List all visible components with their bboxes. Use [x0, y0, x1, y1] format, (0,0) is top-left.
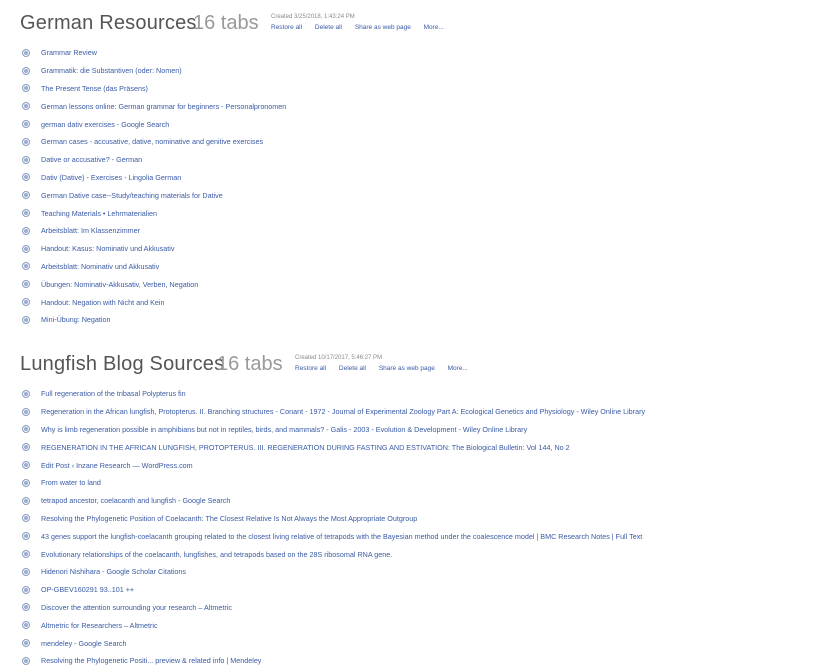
tab-title-link[interactable]: Edit Post ‹ Inzane Research — WordPress.com	[41, 460, 193, 470]
tab-title-link[interactable]: Hidenori Nishihara - Google Scholar Citations	[41, 567, 187, 577]
favicon-icon	[22, 262, 30, 270]
group-meta	[271, 13, 455, 32]
favicon-icon	[22, 550, 30, 558]
delete-all-link[interactable]: Delete all	[338, 365, 366, 372]
favicon-icon	[22, 120, 30, 128]
tab-title-link[interactable]: German Dative case--Study/teaching materials for Dative	[41, 190, 223, 200]
tab-title-link[interactable]: Regeneration in the African lungfish, Protopterus. II. Branching structures - Conant - 1972 - Journal of Experimental Zoology Part A: Ecological Genetics and Physiology - Wiley Online Library	[41, 407, 646, 417]
tab-title-link[interactable]: 43 genes support the lungfish-coelacanth grouping related to the closest living relative of tetrapods with the Bayesian method under the coalescence model | BMC Research Notes | Full Text	[41, 531, 643, 541]
tab-title-link[interactable]: Arbeitsblatt: Nominativ und Akkusativ	[41, 261, 160, 271]
tab-title-link[interactable]: mendeley - Google Search	[41, 638, 127, 648]
favicon-icon	[22, 568, 30, 576]
tab-item[interactable]	[0, 634, 839, 652]
favicon-icon	[22, 138, 30, 146]
favicon-icon	[22, 84, 30, 92]
favicon-icon	[22, 191, 30, 199]
tab-item[interactable]	[0, 616, 839, 634]
tab-title-link[interactable]: Altmetric for Researchers – Altmetric	[41, 620, 158, 630]
tab-title-link[interactable]: Discover the attention surrounding your research – Altmetric	[41, 602, 232, 612]
group-title[interactable]: Lungfish Blog Sources	[20, 353, 225, 375]
tab-item[interactable]	[0, 474, 839, 492]
tab-title-link[interactable]: Resolving the Phylogenetic Positi... preview & related info | Mendeley	[41, 656, 262, 666]
group-header	[0, 4, 839, 44]
tab-group-lungfish-blog-sources	[0, 345, 839, 670]
group-actions	[295, 364, 479, 373]
created-timestamp: Created 3/25/2018, 1:43:24 PM	[271, 14, 355, 20]
tab-item[interactable]	[0, 599, 839, 617]
favicon-icon	[22, 156, 30, 164]
favicon-icon	[22, 316, 30, 324]
tab-title-link[interactable]: Mini-Übung: Negation	[41, 315, 111, 325]
favicon-icon	[22, 586, 30, 594]
favicon-icon	[22, 514, 30, 522]
favicon-icon	[22, 657, 30, 665]
tab-title-link[interactable]: Why is limb regeneration possible in amphibians but not in reptiles, birds, and mammals? - Galis - 2003 - Evolution & Development - Wiley Online Library	[41, 424, 528, 434]
tab-title-link[interactable]: Evolutionary relationships of the coelacanth, lungfishes, and tetrapods based on the 28S ribosomal RNA gene.	[41, 549, 393, 559]
group-header	[0, 345, 839, 385]
tab-count: 16 tabs	[217, 353, 283, 375]
favicon-icon	[22, 443, 30, 451]
tab-title-link[interactable]: Resolving the Phylogenetic Position of Coelacanth: The Closest Relative Is Not Always the Most Appropriate Outgroup	[41, 513, 418, 523]
tab-item[interactable]	[0, 385, 839, 403]
favicon-icon	[22, 408, 30, 416]
tab-item[interactable]	[0, 293, 839, 311]
tab-title-link[interactable]: Arbeitsblatt: Im Klassenzimmer	[41, 226, 141, 236]
favicon-icon	[22, 173, 30, 181]
group-meta	[295, 354, 479, 373]
tab-item[interactable]	[0, 311, 839, 329]
tab-title-link[interactable]: Handout: Negation with Nicht and Kein	[41, 297, 165, 307]
favicon-icon	[22, 67, 30, 75]
tab-item[interactable]	[0, 438, 839, 456]
tab-title-link[interactable]: Grammar Review	[41, 48, 97, 58]
restore-all-link[interactable]: Restore all	[295, 365, 327, 372]
share-web-page-link[interactable]: Share as web page	[378, 365, 435, 372]
tab-item[interactable]	[0, 510, 839, 528]
tab-title-link[interactable]: Teaching Materials • Lehrmaterialien	[41, 208, 157, 218]
tab-item[interactable]	[0, 258, 839, 276]
favicon-icon	[22, 298, 30, 306]
tab-item[interactable]	[0, 115, 839, 133]
favicon-icon	[22, 479, 30, 487]
tab-list	[0, 44, 839, 329]
tab-count: 16 tabs	[193, 12, 259, 34]
favicon-icon	[22, 390, 30, 398]
tab-item[interactable]	[0, 186, 839, 204]
tab-title-link[interactable]: Handout: Kasus: Nominativ und Akkusativ	[41, 244, 175, 254]
delete-all-link[interactable]: Delete all	[314, 24, 342, 31]
tab-title-link[interactable]: REGENERATION IN THE AFRICAN LUNGFISH, PROTOPTERUS. III. REGENERATION DURING FASTING AND ESTIVATION: The Biological Bulletin: Vol 144, No 2	[41, 442, 570, 452]
share-web-page-link[interactable]: Share as web page	[354, 24, 411, 31]
favicon-icon	[22, 425, 30, 433]
favicon-icon	[22, 639, 30, 647]
tab-item[interactable]	[0, 527, 839, 545]
tab-title-link[interactable]: german dativ exercises - Google Search	[41, 119, 170, 129]
tab-title-link[interactable]: From water to land	[41, 478, 101, 488]
favicon-icon	[22, 461, 30, 469]
tab-item[interactable]	[0, 62, 839, 80]
tab-item[interactable]	[0, 492, 839, 510]
more-link[interactable]: More...	[447, 365, 468, 372]
tab-item[interactable]	[0, 97, 839, 115]
tab-item[interactable]	[0, 545, 839, 563]
tab-title-link[interactable]: The Present Tense (das Präsens)	[41, 83, 148, 93]
group-actions	[271, 23, 455, 32]
tab-item[interactable]	[0, 222, 839, 240]
favicon-icon	[22, 497, 30, 505]
tab-title-link[interactable]: Dative or accusative? - German	[41, 155, 143, 165]
favicon-icon	[22, 49, 30, 57]
group-title[interactable]: German Resources	[20, 12, 197, 34]
tab-title-link[interactable]: Full regeneration of the tribasal Polypterus fin	[41, 389, 186, 399]
tab-item[interactable]	[0, 403, 839, 421]
favicon-icon	[22, 280, 30, 288]
tab-item[interactable]	[0, 456, 839, 474]
created-timestamp: Created 10/17/2017, 5:46:27 PM	[295, 355, 383, 361]
tab-item[interactable]	[0, 563, 839, 581]
restore-all-link[interactable]: Restore all	[271, 24, 303, 31]
tab-title-link[interactable]: tetrapod ancestor, coelacanth and lungfish - Google Search	[41, 496, 231, 506]
tab-item[interactable]	[0, 204, 839, 222]
tab-title-link[interactable]: OP-GBEV160291 93..101 ++	[41, 585, 135, 595]
tab-title-link[interactable]: German lessons online: German grammar for beginners - Personalpronomen	[41, 101, 287, 111]
tab-item[interactable]	[0, 169, 839, 187]
tab-item[interactable]	[0, 581, 839, 599]
favicon-icon	[22, 532, 30, 540]
tab-item[interactable]	[0, 240, 839, 258]
tab-list	[0, 385, 839, 670]
tab-group-german-resources	[0, 4, 839, 329]
more-link[interactable]: More...	[423, 24, 444, 31]
tab-item[interactable]	[0, 275, 839, 293]
tab-item[interactable]	[0, 80, 839, 98]
tab-title-link[interactable]: German cases - accusative, dative, nominative and genitive exercises	[41, 137, 264, 147]
tab-item[interactable]	[0, 133, 839, 151]
favicon-icon	[22, 621, 30, 629]
tab-item[interactable]	[0, 652, 839, 670]
tab-title-link[interactable]: Dativ (Dative) - Exercises - Lingolia German	[41, 172, 182, 182]
favicon-icon	[22, 227, 30, 235]
favicon-icon	[22, 209, 30, 217]
tab-title-link[interactable]: Grammatik: die Substantiven (oder: Nomen)	[41, 66, 182, 76]
tab-item[interactable]	[0, 44, 839, 62]
tab-item[interactable]	[0, 421, 839, 439]
favicon-icon	[22, 245, 30, 253]
favicon-icon	[22, 102, 30, 110]
favicon-icon	[22, 603, 30, 611]
tab-title-link[interactable]: Übungen: Nominativ-Akkusativ, Verben, Negation	[41, 279, 199, 289]
tab-item[interactable]	[0, 151, 839, 169]
